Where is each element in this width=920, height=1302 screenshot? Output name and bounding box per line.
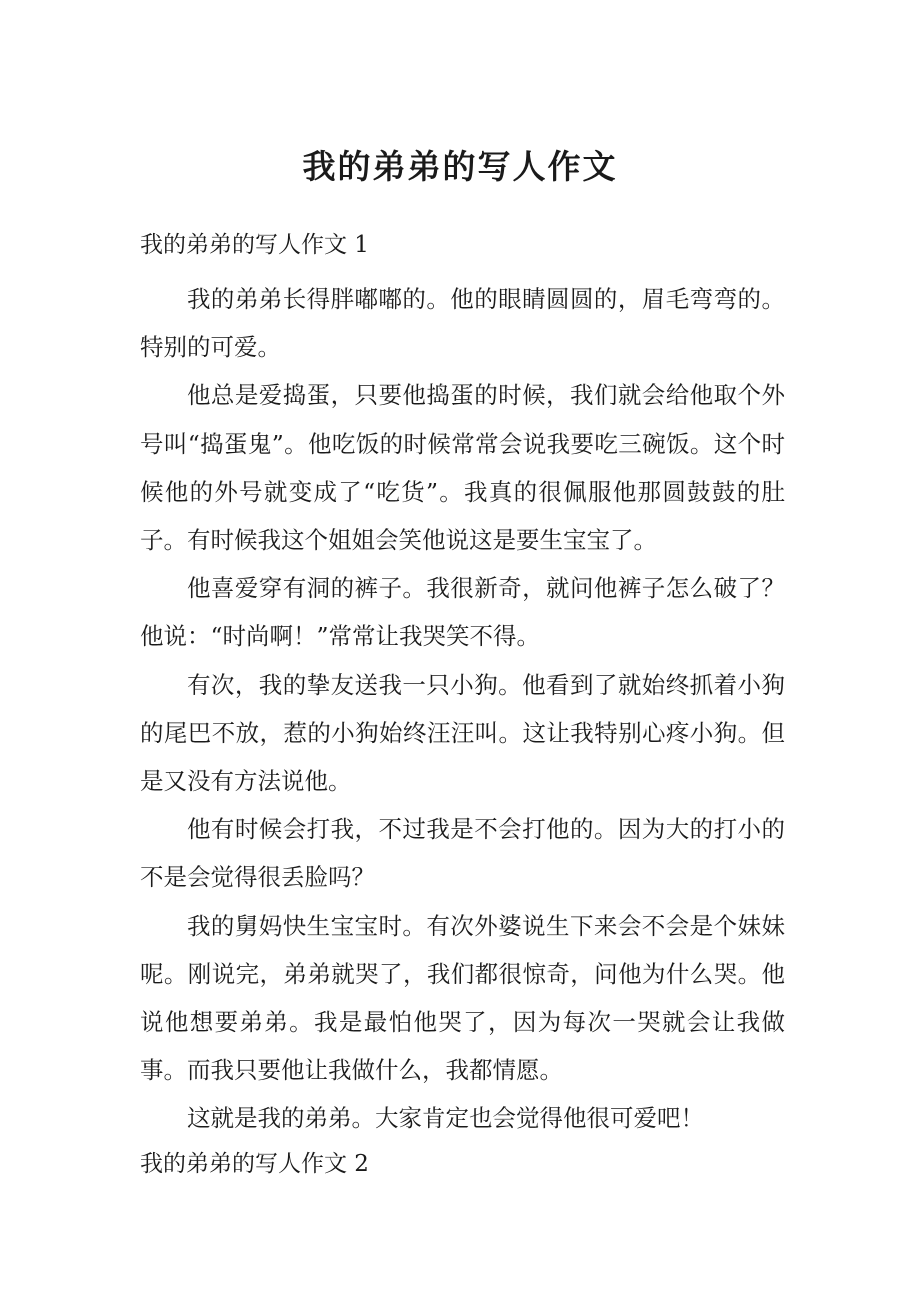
paragraph-2: 他总是爱捣蛋，只要他捣蛋的时候，我们就会给他取个外号叫“捣蛋鬼”。他吃饭的时候常常会说我要吃三碗饭。这个时候他的外号就变成了“吃货”。我真的很佩服他那圆鼓鼓的肚子。有时候我这个姐姐会笑他说这是要生宝宝了。: [140, 381, 785, 555]
paragraph-7: 这就是我的弟弟。大家肯定也会觉得他很可爱吧！: [187, 1104, 704, 1133]
section-heading-2: 我的弟弟的写人作文 2: [140, 1151, 369, 1177]
section-heading-1: 我的弟弟的写人作文 1: [140, 232, 369, 258]
essay-body: [140, 275, 785, 1143]
paragraph-6: 我的舅妈快生宝宝时。有次外婆说生下来会不会是个妹妹呢。刚说完，弟弟就哭了，我们都很惊奇，问他为什么哭。他说他想要弟弟。我是最怕他哭了，因为每次一哭就会让我做事。而我只要他让我做什么，我都情愿。: [140, 911, 785, 1085]
paragraph-3: 他喜爱穿有洞的裤子。我很新奇，就问他裤子怎么破了？他说：“时尚啊！”常常让我哭笑不得。: [140, 574, 785, 651]
paragraph-4: 有次，我的挚友送我一只小狗。他看到了就始终抓着小狗的尾巴不放，惹的小狗始终汪汪叫。这让我特别心疼小狗。但是又没有方法说他。: [140, 670, 785, 796]
paragraph-5: 他有时候会打我，不过我是不会打他的。因为大的打小的不是会觉得很丢脸吗？: [140, 815, 785, 892]
paragraph-1: 我的弟弟长得胖嘟嘟的。他的眼睛圆圆的，眉毛弯弯的。特别的可爱。: [140, 285, 785, 362]
document-title: 我的弟弟的写人作文: [302, 147, 618, 186]
